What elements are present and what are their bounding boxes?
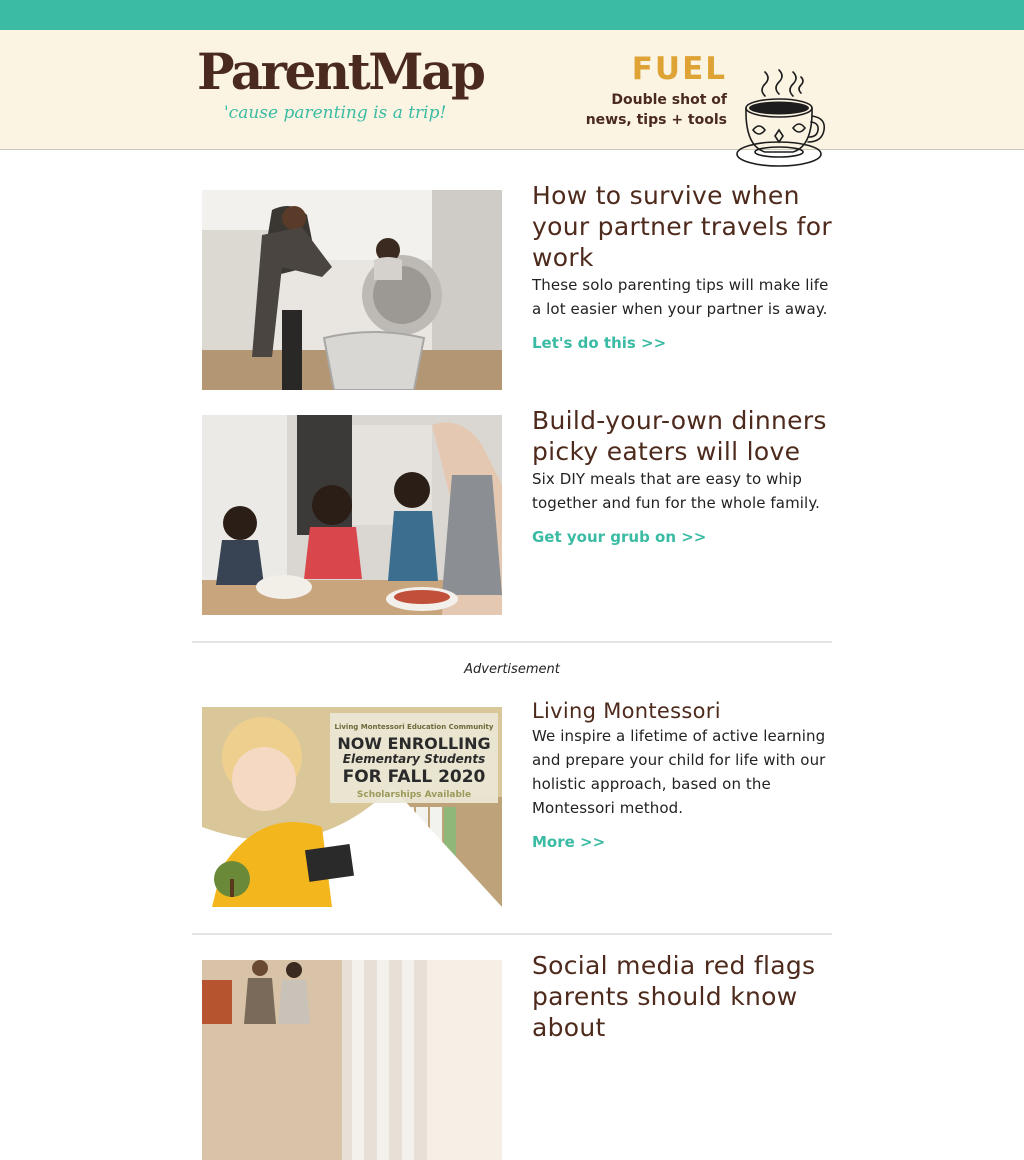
family-dinner-photo [202,415,502,615]
banner-line4: Scholarships Available [356,790,472,800]
ad-banner-image[interactable] [202,707,502,907]
banner-line2: Elementary Students [342,752,486,766]
article-2-link[interactable]: Get your grub on >> [532,528,707,546]
article-1-title[interactable]: How to survive when your partner travels for work [532,181,832,272]
banner-org: Living Montessori Education Community [334,723,494,731]
social-media-photo [202,960,502,1160]
banner-line1: NOW ENROLLING [337,734,491,753]
top-accent-bar [0,0,1024,30]
laundry-photo [202,190,502,390]
article-2-title[interactable]: Build-your-own dinners picky eaters will love [532,406,827,466]
article-2-description: Six DIY meals that are easy to whip together and fun for the whole family. [532,470,821,512]
coffee-cup-icon [735,66,829,172]
article-1-description: These solo parenting tips will make life a lot easier when your partner is away. [532,276,829,318]
article-3-title[interactable]: Social media red flags parents should know about [532,951,816,1042]
article-3-image[interactable] [202,960,502,1160]
advertisement-label: Advertisement [464,662,560,677]
newsletter-title: FUEL [631,51,727,87]
newsletter-subtitle-line2: news, tips + tools [585,112,727,128]
section-divider [192,933,832,935]
article-1-link[interactable]: Let's do this >> [532,334,667,352]
article-1-image[interactable] [202,190,502,390]
parentmap-logo[interactable]: ParentMap [197,42,484,101]
newsletter-subtitle-line1: Double shot of [611,92,727,108]
ad-description: We inspire a lifetime of active learning and prepare your child for life with our holistic approach, based on the Montessori method. [532,727,826,817]
banner-line3: FOR FALL 2020 [342,767,486,787]
montessori-banner [202,707,502,907]
newsletter-header [0,30,1024,150]
ad-link[interactable]: More >> [532,833,606,851]
brand-tagline: 'cause parenting is a trip! [224,103,447,123]
ad-title[interactable]: Living Montessori [532,699,721,723]
article-2-image[interactable] [202,415,502,615]
section-divider [192,641,832,643]
